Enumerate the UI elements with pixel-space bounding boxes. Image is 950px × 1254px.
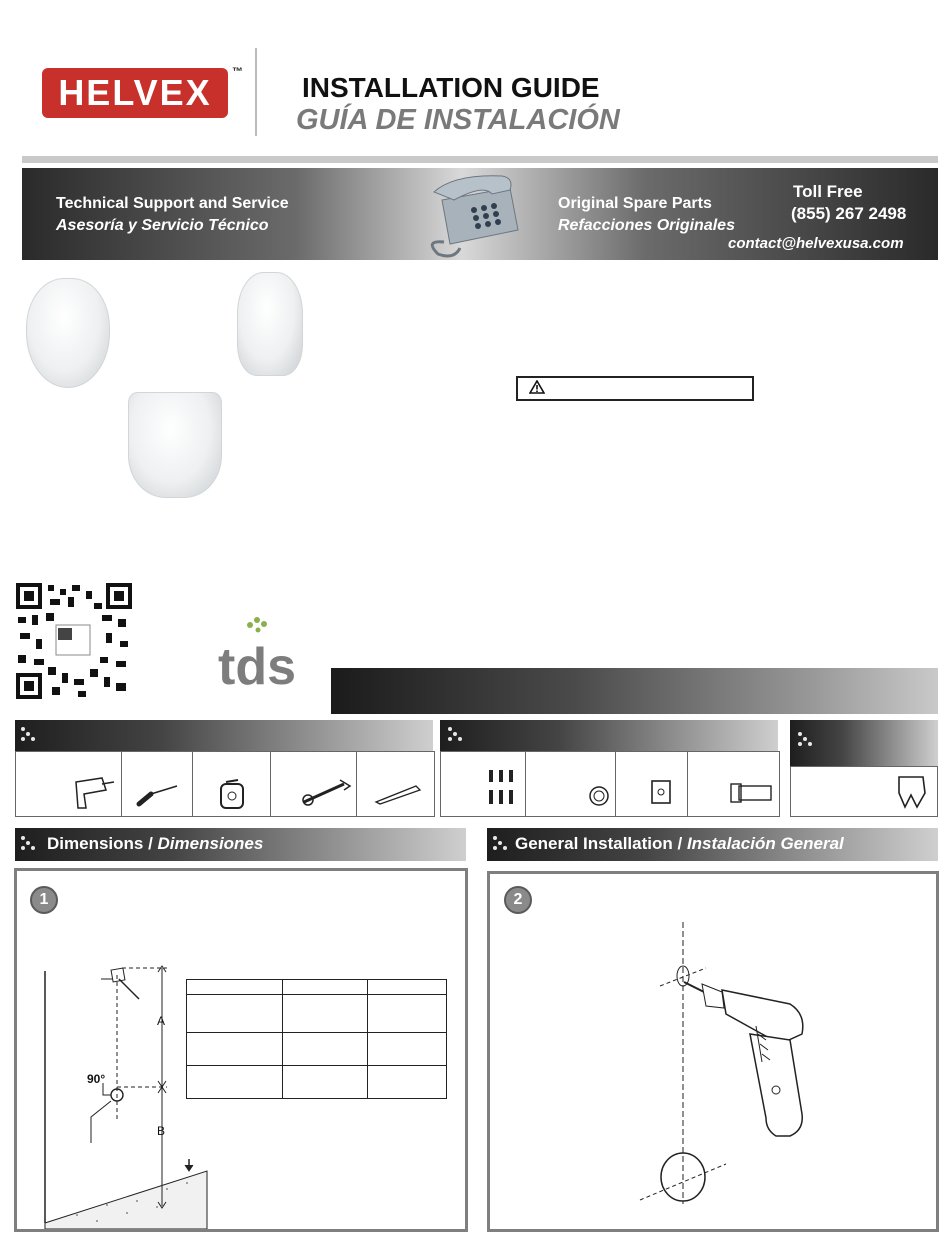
dimension-b-label: B xyxy=(157,1124,166,1138)
bracket-icon xyxy=(649,778,675,808)
dark-banner xyxy=(331,668,938,714)
angle-label: 90° xyxy=(87,1072,106,1086)
page-title-en: INSTALLATION GUIDE xyxy=(302,72,600,103)
spare-parts-label-es: Refacciones Originales xyxy=(558,217,735,234)
dimensions-header xyxy=(15,828,466,861)
anchor-screws-icon xyxy=(485,768,521,808)
drill-icon xyxy=(72,774,116,812)
dimensions-table xyxy=(186,979,447,1099)
spare-parts-label: Original Spare Parts xyxy=(558,195,712,212)
hanger-bracket-icon xyxy=(895,773,929,811)
qr-code-icon xyxy=(16,583,132,699)
tools-row xyxy=(15,751,435,817)
materials-row xyxy=(440,751,780,817)
warning-icon xyxy=(529,380,545,394)
step-1-number: 1 xyxy=(30,886,58,914)
tools-header xyxy=(15,720,433,751)
materials-header xyxy=(440,720,778,751)
tds-logo-icon xyxy=(216,616,296,692)
pencil-icon xyxy=(372,782,424,806)
toll-free-label: Toll Free xyxy=(793,182,863,201)
urinal-photo-3 xyxy=(128,392,222,498)
tape-measure-icon xyxy=(218,778,248,812)
dimension-a-label: A xyxy=(157,1014,166,1028)
toll-free-phone: (855) 267 2498 xyxy=(791,204,907,223)
urinal-photo-1 xyxy=(26,278,110,388)
header-divider xyxy=(255,48,257,136)
contact-email[interactable]: contact@helvexusa.com xyxy=(728,235,904,252)
header-rule xyxy=(22,156,938,163)
trademark-symbol: ™ xyxy=(232,66,243,78)
tech-support-label: Technical Support and Service xyxy=(56,195,289,212)
support-banner xyxy=(22,168,938,260)
dimensions-title: Dimensions / Dimensiones xyxy=(47,834,264,853)
spud-icon xyxy=(727,782,775,808)
drilling-illustration xyxy=(490,874,936,1229)
included-row xyxy=(790,766,938,817)
helvex-logo: HELVEX xyxy=(42,68,228,118)
warning-box xyxy=(516,376,754,401)
step-2-number: 2 xyxy=(504,886,532,914)
wrench-icon xyxy=(300,778,352,808)
urinal-photo-2 xyxy=(237,272,303,376)
screwdriver-icon xyxy=(135,782,181,808)
phone-icon xyxy=(414,170,540,260)
tech-support-label-es: Asesoría y Servicio Técnico xyxy=(56,217,269,234)
step-2-panel xyxy=(487,871,939,1232)
sealant-tape-icon xyxy=(587,784,613,808)
svg-text:tds: tds xyxy=(218,638,296,692)
included-header xyxy=(790,720,938,766)
general-installation-header xyxy=(487,828,938,861)
page-title-es: GUÍA DE INSTALACIÓN xyxy=(296,104,620,136)
general-installation-title: General Installation / Instalación General xyxy=(515,834,844,853)
step-1-panel xyxy=(14,868,468,1232)
